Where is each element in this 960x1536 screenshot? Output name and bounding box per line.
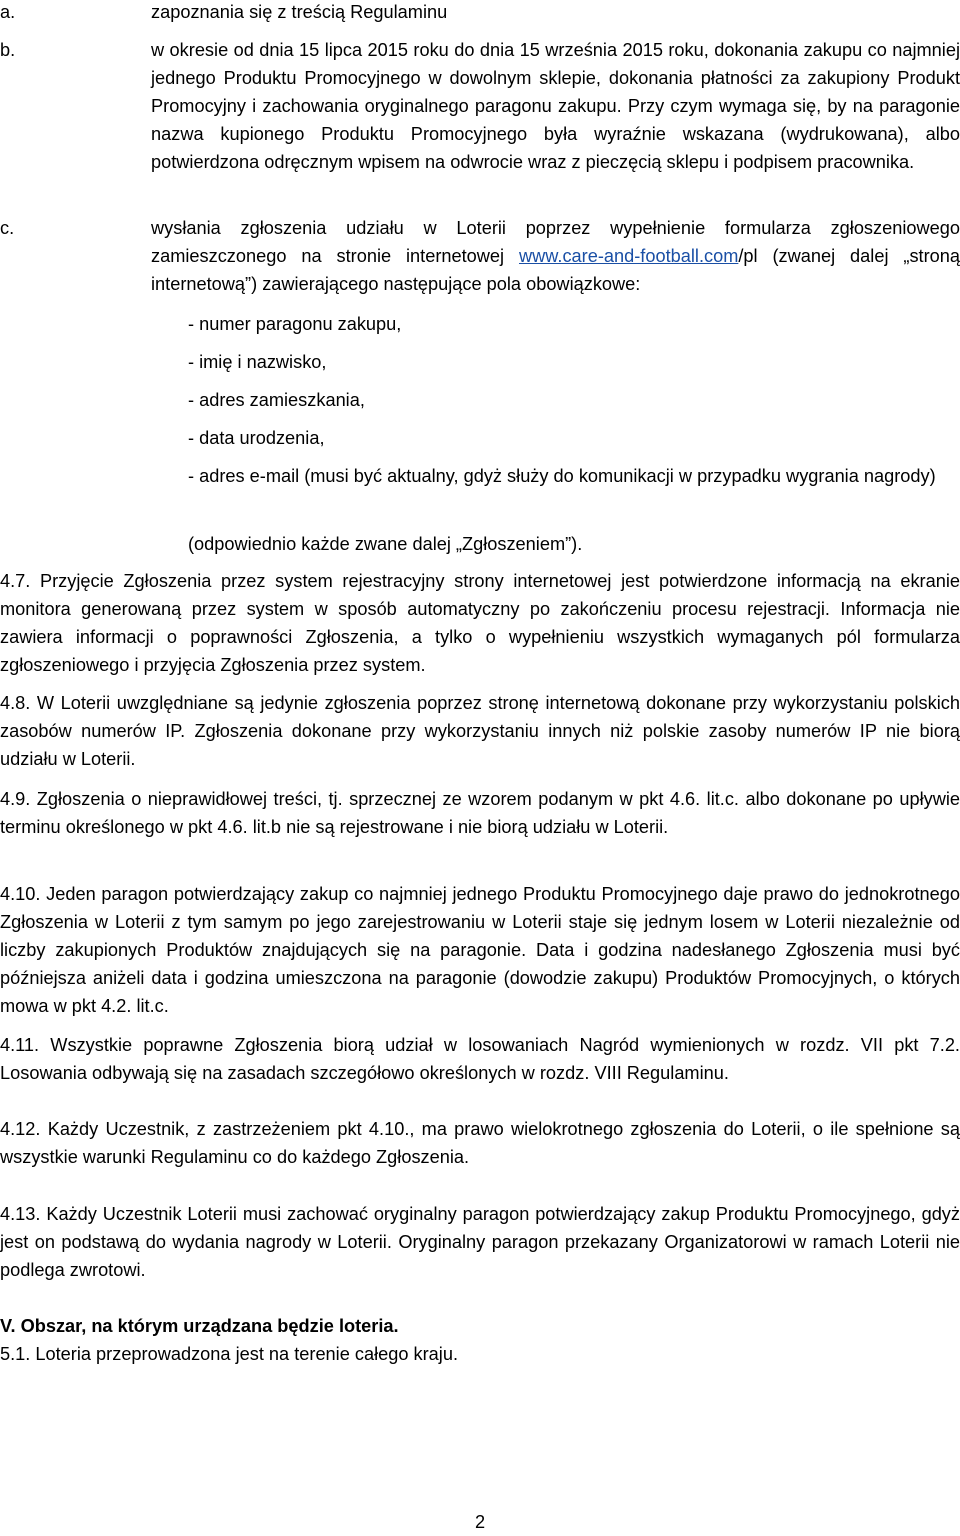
list-item-c [151,214,960,298]
paragraph-4-12: 4.12. Każdy Uczestnik, z zastrzeżeniem pkt 4.10., ma prawo wielokrotnego zgłoszenia do Loterii, o ile spełnione są wszystkie warunki Regulaminu co do każdego Zgłoszenia. [0,1119,960,1167]
list-item-a: zapoznania się z treścią Regulaminu [151,2,448,22]
field-name: - imię i nazwisko, [188,352,327,372]
list-item-b: w okresie od dnia 15 lipca 2015 roku do dnia 15 września 2015 roku, dokonania zakupu co najmniej jednego Produktu Promocyjnego w dowolnym sklepie, dokonania płatności za zakupiony Produkt Promocyjny i zachowania oryginalnego paragonu zakupu. Przy czym wymaga się, by na paragonie nazwa kupionego Produktu Promocyjnego była wyraźnie wskazana (wydrukowana), albo potwierdzona odręcznym wpisem na odwrocie wraz z pieczęcią sklepu i podpisem pracownika. [151,40,960,172]
field-birth-date: - data urodzenia, [188,428,325,448]
list-item-c-text-after: /pl (zwanej dalej „stroną internetową”) zawierającego następujące pola obowiązkowe: [151,246,960,294]
paragraph-4-11: 4.11. Wszystkie poprawne Zgłoszenia biorą udział w losowaniach Nagród wymienionych w rozdz. VII pkt 7.2. Losowania odbywają się na zasadach szczegółowo określonych w rozdz. VIII Regulaminu. [0,1035,960,1083]
list-marker-c: c. [0,218,15,238]
field-address: - adres zamieszkania, [188,390,365,410]
website-link[interactable]: www.care-and-football.com [519,246,739,266]
page-number: 2 [474,1512,486,1532]
field-note: (odpowiednio każde zwane dalej „Zgłoszeniem”). [188,534,583,554]
field-email: - adres e-mail (musi być aktualny, gdyż służy do komunikacji w przypadku wygrania nagrody) [188,466,936,486]
list-item-c-text: wysłania zgłoszenia udziału w Loterii poprzez wypełnienie formularza zgłoszeniowego zamieszczonego na stronie internetowej [151,218,960,266]
section-heading: V. Obszar, na którym urządzana będzie loteria. [0,1316,399,1336]
paragraph-4-7: 4.7. Przyjęcie Zgłoszenia przez system rejestracyjny strony internetowej jest potwierdzone informacją na ekranie monitora generowaną przez system w sposób automatyczny po zakończeniu procesu rejestracji. Informacja nie zawiera informacji o poprawności Zgłoszenia, a tylko o wypełnieniu wszystkich wymaganych pól formularza zgłoszeniowego i przyjęcia Zgłoszenia przez system. [0,571,960,675]
list-marker-a: a. [0,2,16,22]
paragraph-4-8: 4.8. W Loterii uwzględniane są jedynie zgłoszenia poprzez stronę internetową dokonane przy wykorzystaniu polskich zasobów numerów IP. Zgłoszenia dokonane przy wykorzystaniu innych niż polskie zasoby numerów IP nie biorą udziału w Loterii. [0,693,960,769]
list-marker-b: b. [0,40,16,60]
field-receipt-number: - numer paragonu zakupu, [188,314,402,334]
paragraph-4-9: 4.9. Zgłoszenia o nieprawidłowej treści, tj. sprzecznej ze wzorem podanym w pkt 4.6. lit.c. albo dokonane po upływie terminu określonego w pkt 4.6. lit.b nie są rejestrowane i nie biorą udziału w Loterii. [0,789,960,837]
paragraph-4-13: 4.13. Każdy Uczestnik Loterii musi zachować oryginalny paragon potwierdzający zakup Produktu Promocyjnego, gdyż jest on podstawą do wydania nagrody w Loterii. Oryginalny paragon przekazany Organizatorowi w ramach Loterii nie podlega zwrotowi. [0,1204,960,1280]
paragraph-4-10: 4.10. Jeden paragon potwierdzający zakup co najmniej jednego Produktu Promocyjnego daje prawo do jednokrotnego Zgłoszenia w Loterii z tym samym po jego zarejestrowaniu w Loterii staje się jednym losem w Loterii niezależnie od liczby zakupionych Produktów znajdujących się na paragonie. Data i godzina nadesłanego Zgłoszenia musi być późniejsza aniżeli data i godzina umieszczona na paragonie (dowodzie zakupu) Produktów Promocyjnych, o których mowa w pkt 4.2. lit.c. [0,884,960,1016]
paragraph-5-1: 5.1. Loteria przeprowadzona jest na terenie całego kraju. [0,1344,458,1364]
